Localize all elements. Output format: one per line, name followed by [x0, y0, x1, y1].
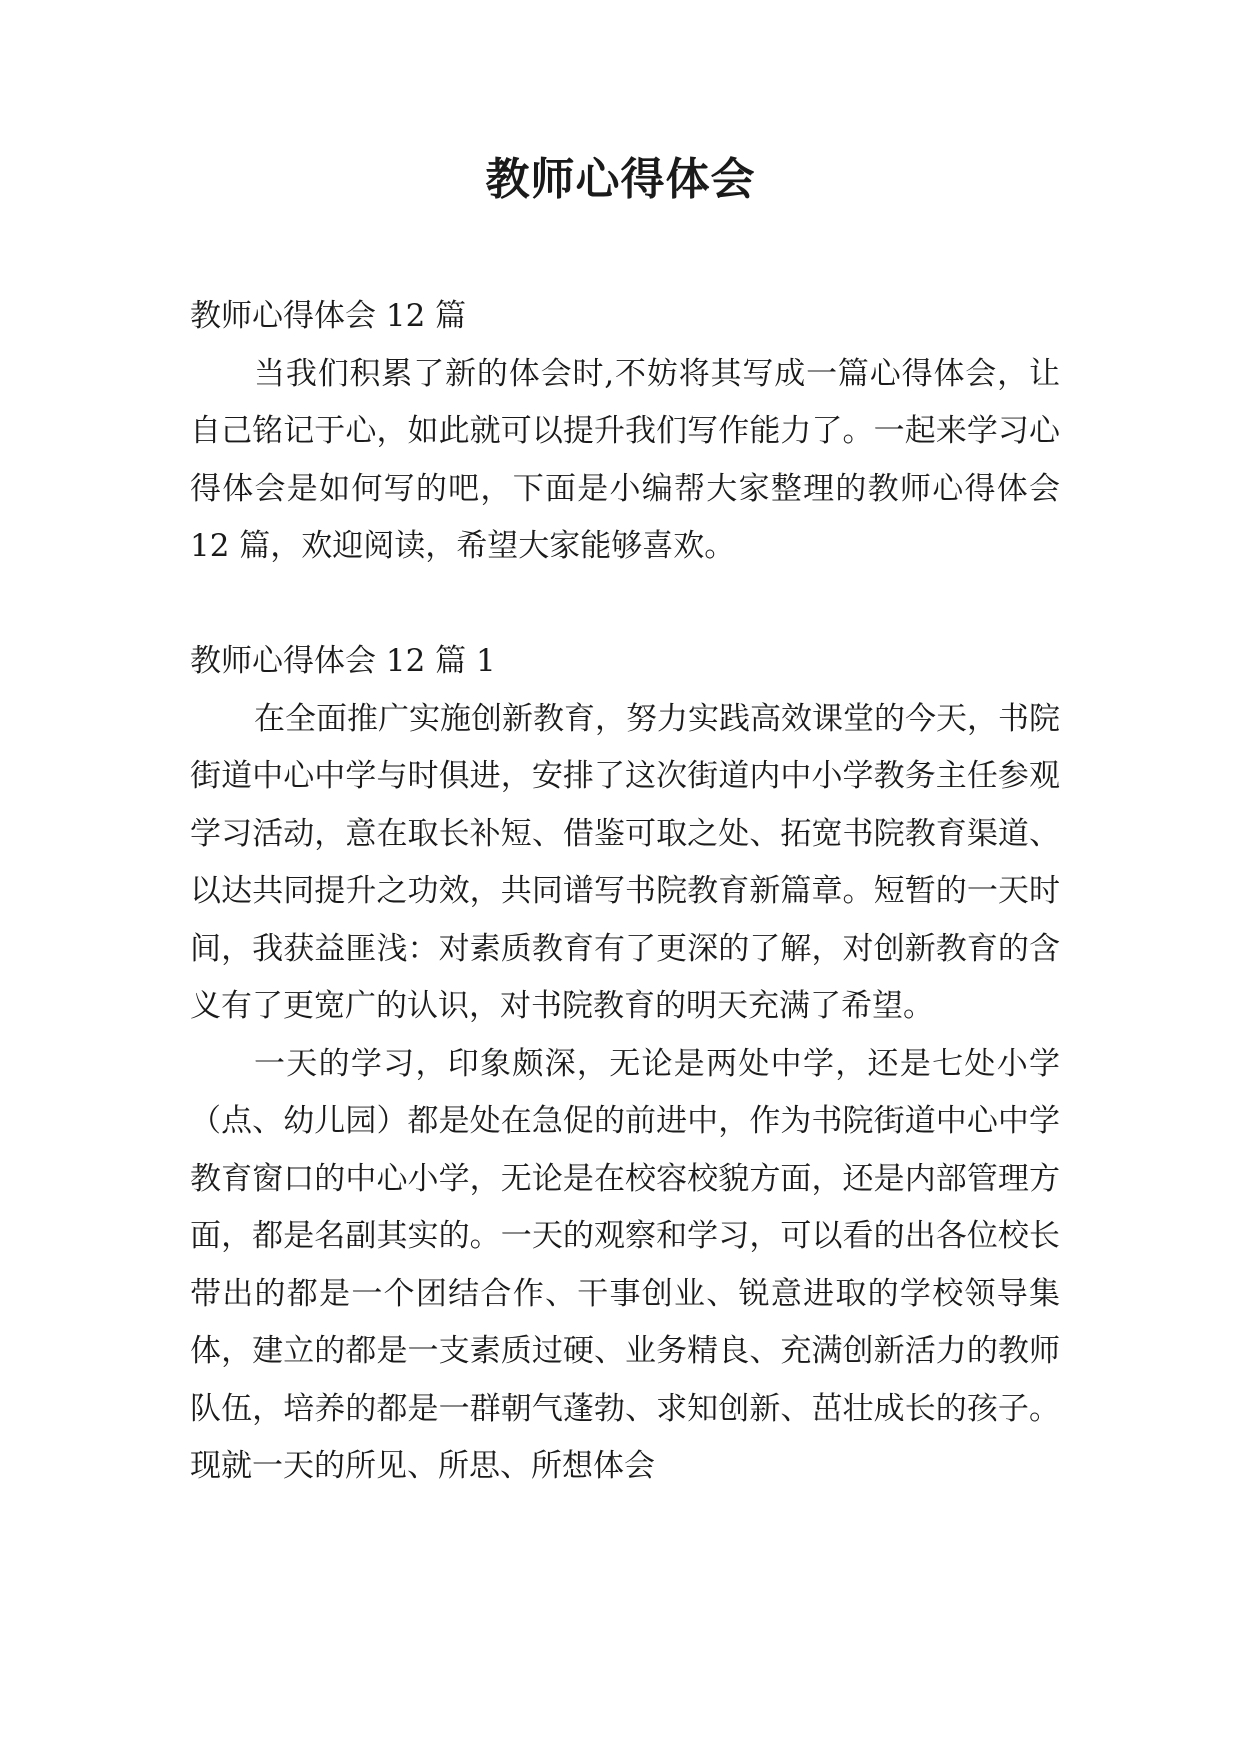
section-heading: 教师心得体会 12 篇 1 — [190, 643, 496, 679]
document-body — [190, 288, 1060, 1496]
body-paragraph: 在全面推广实施创新教育，努力实践高效课堂的今天，书院街道中心中学与时俱进，安排了这次街道内中小学教务主任参观学习活动，意在取长补短、借鉴可取之处、拓宽书院教育渠道、以达共同提升之功效，共同谱写书院教育新篇章。短暂的一天时间，我获益匪浅：对素质教育有了更深的了解，对创新教育的含义有了更宽广的认识，对书院教育的明天充满了希望。 — [190, 700, 1060, 1024]
intro-paragraph: 当我们积累了新的体会时,不妨将其写成一篇心得体会，让自己铭记于心，如此就可以提升我们写作能力了。一起来学习心得体会是如何写的吧，下面是小编帮大家整理的教师心得体会 12 篇，欢迎阅读，希望大家能够喜欢。 — [190, 355, 1060, 564]
document-subtitle: 教师心得体会 12 篇 — [190, 298, 467, 334]
document-title: 教师心得体会 — [485, 154, 756, 205]
body-paragraph: 一天的学习，印象颇深，无论是两处中学，还是七处小学（点、幼儿园）都是处在急促的前进中，作为书院街道中心中学教育窗口的中心小学，无论是在校容校貌方面，还是内部管理方面，都是名副其实的。一天的观察和学习，可以看的出各位校长带出的都是一个团结合作、干事创业、锐意进取的学校领导集体，建立的都是一支素质过硬、业务精良、充满创新活力的教师队伍，培养的都是一群朝气蓬勃、求知创新、茁壮成长的孩子。现就一天的所见、所思、所想体会 — [190, 1045, 1060, 1484]
section-spacer — [190, 576, 1060, 634]
